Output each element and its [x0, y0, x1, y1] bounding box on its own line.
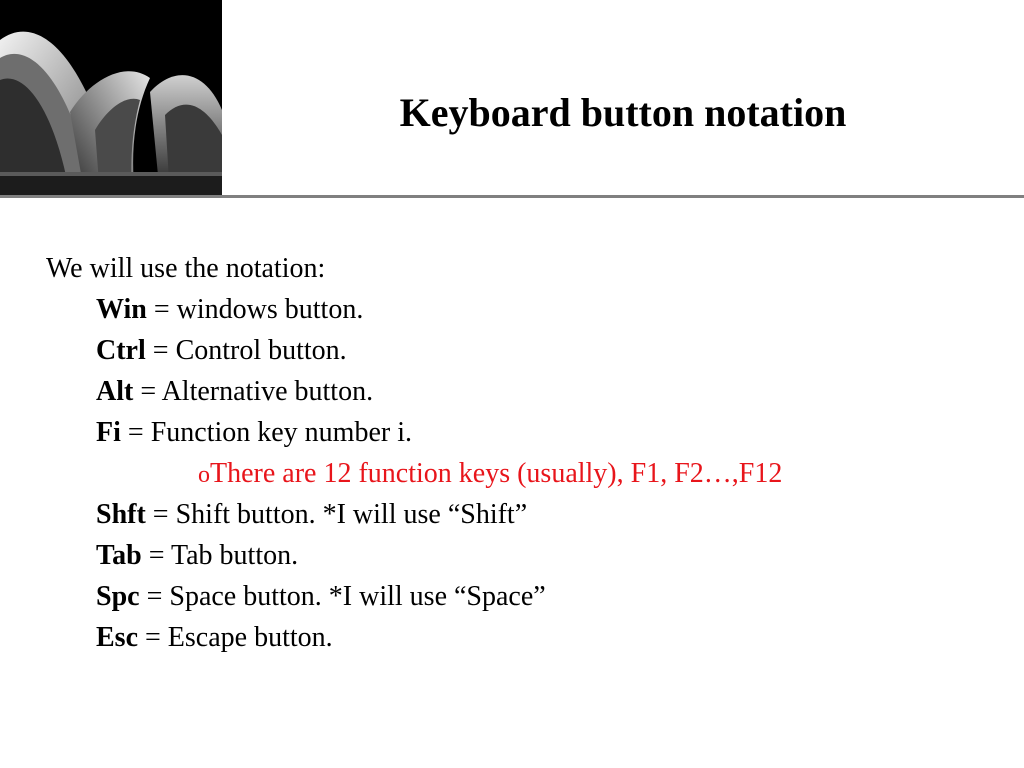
notation-desc: windows button.	[176, 294, 364, 325]
slide-title: Keyboard button notation	[399, 90, 847, 135]
notation-desc: Escape button.	[167, 622, 333, 653]
notation-desc: Function key number i.	[150, 417, 412, 448]
notation-item-win	[46, 289, 1006, 330]
notation-desc: Control button.	[175, 335, 347, 366]
notation-item-fi	[46, 412, 1006, 453]
notation-desc: Space button. *I will use “Space”	[169, 581, 546, 612]
function-keys-note	[46, 453, 1006, 494]
notation-equals: =	[145, 499, 176, 530]
notation-item-shft	[46, 494, 1006, 535]
notation-term: Alt	[96, 376, 134, 407]
notation-item-ctrl	[46, 330, 1006, 371]
notation-equals: =	[146, 294, 177, 325]
notation-equals: =	[145, 335, 176, 366]
notation-term: Ctrl	[96, 335, 146, 366]
intro-line: We will use the notation:	[46, 253, 326, 284]
notation-item-tab	[46, 535, 1006, 576]
notation-term: Tab	[96, 540, 142, 571]
bullet-marker: o	[198, 462, 210, 488]
notation-term: Fi	[96, 417, 121, 448]
notation-item-alt	[46, 371, 1006, 412]
notation-item-spc	[46, 576, 1006, 617]
notation-term: Shft	[96, 499, 146, 530]
slide-body	[46, 248, 1006, 658]
function-keys-note-text: There are 12 function keys (usually), F1, F2…,F12	[210, 458, 783, 489]
notation-equals: =	[120, 417, 151, 448]
notation-equals: =	[138, 622, 168, 653]
header-photo-opera-house	[0, 0, 222, 196]
notation-desc: Tab button.	[170, 540, 299, 571]
notation-equals: =	[133, 376, 162, 407]
notation-item-esc	[46, 617, 1006, 658]
notation-term: Spc	[96, 581, 140, 612]
notation-term: Win	[96, 294, 147, 325]
notation-equals: =	[139, 581, 170, 612]
notation-desc: Shift button. *I will use “Shift”	[175, 499, 528, 530]
notation-desc: Alternative button.	[161, 376, 374, 407]
notation-equals: =	[141, 540, 171, 571]
title-divider	[0, 195, 1024, 198]
notation-term: Esc	[96, 622, 138, 653]
